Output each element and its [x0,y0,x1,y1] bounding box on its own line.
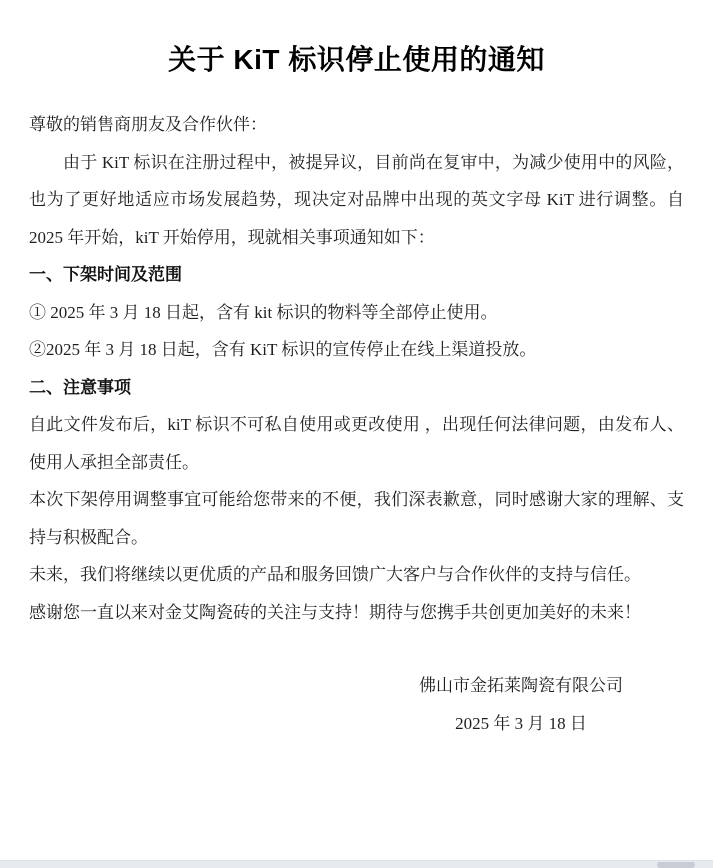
document-title: 关于 KiT 标识停止使用的通知 [168,44,545,75]
section-2-paragraph-2: 本次下架停用调整事宜可能给您带来的不便，我们深表歉意，同时感谢大家的理解、支持与积极配合。 [29,490,684,547]
section-2-paragraph-4: 感谢您一直以来对金艾陶瓷砖的关注与支持！期待与您携手共创更加美好的未来！ [29,602,641,622]
section-2-paragraph-1: 自此文件发布后，kiT 标识不可私自使用或更改使用 ，出现任何法律问题，由发布人、使用人承担全部责任。 [29,415,684,472]
section-1-item-2: ②2025 年 3 月 18 日起，含有 KiT 标识的宣传停止在线上渠道投放。 [29,340,537,359]
signature-company: 佛山市金拓莱陶瓷有限公司 [419,676,623,695]
signature-date: 2025 年 3 月 18 日 [455,713,587,733]
section-2-paragraph-3: 未来，我们将继续以更优质的产品和服务回馈广大客户与合作伙伴的支持与信任。 [29,565,641,584]
section-1-item-1: ① 2025 年 3 月 18 日起，含有 kit 标识的物料等全部停止使用。 [29,302,498,322]
signature-block [386,667,656,742]
greeting-line: 尊敬的销售商朋友及合作伙伴： [29,115,267,134]
scrollbar-thumb[interactable] [657,862,695,868]
section-1-heading: 一、下架时间及范围 [29,265,182,284]
intro-paragraph: 由于 KiT 标识在注册过程中，被提异议，目前尚在复审中，为减少使用中的风险，也为了更好地适应市场发展趋势，现决定对品牌中出现的英文字母 KiT 进行调整。自 2025 年开始，kiT 开始停用，现就相关事项通知如下： [29,152,684,247]
horizontal-scrollbar[interactable] [0,860,713,868]
section-2-heading: 二、注意事项 [29,377,131,397]
